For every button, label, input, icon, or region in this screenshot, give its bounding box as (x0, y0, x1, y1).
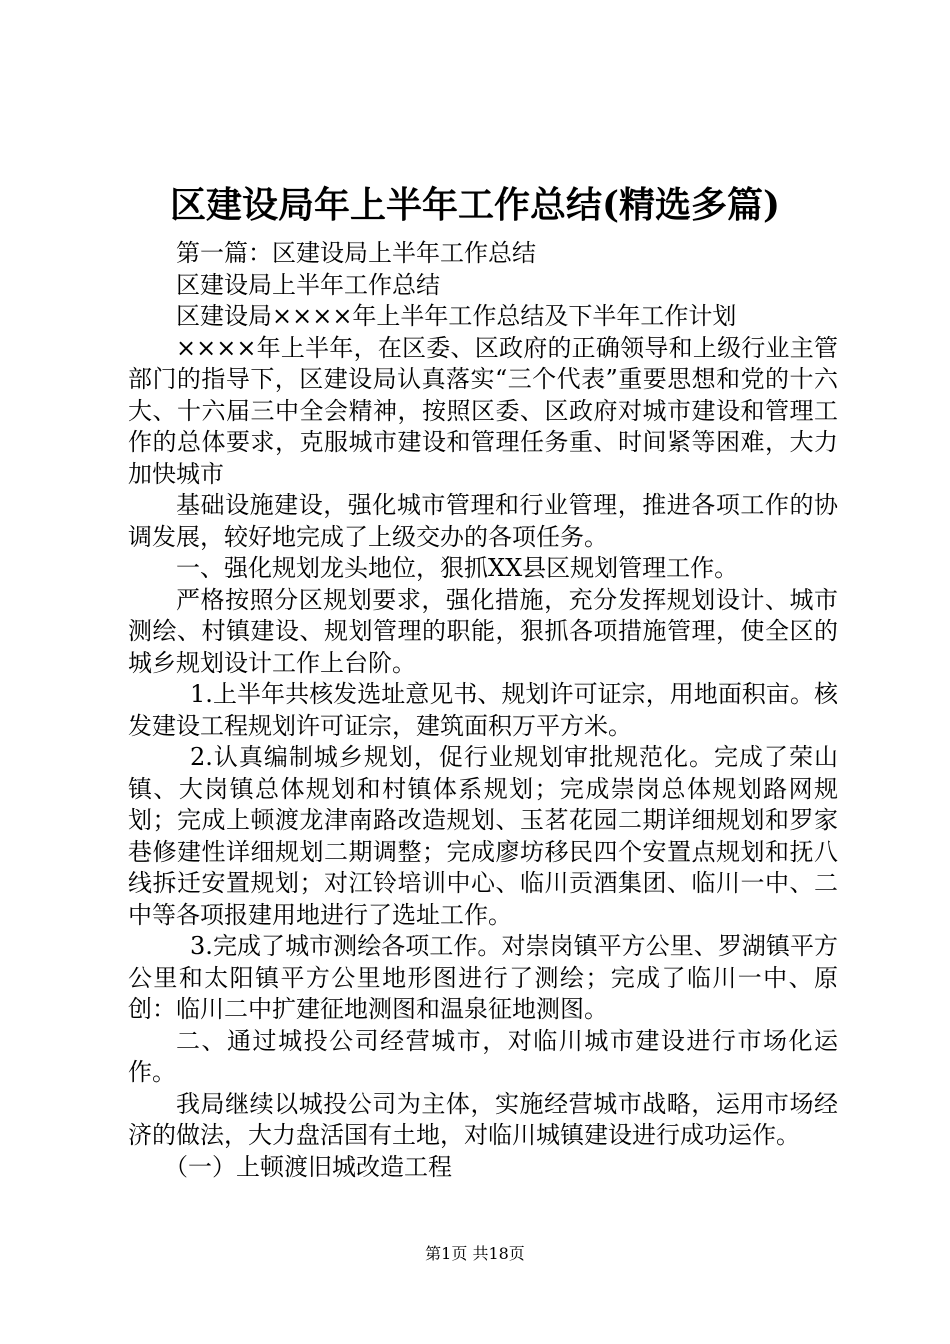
page-footer: 第1页 共18页 (425, 1244, 525, 1263)
paragraph-intro-continued: 基础设施建设，强化城市管理和行业管理，推进各项工作的协调发展，较好地完成了上级交办的各项任务。 (128, 491, 838, 551)
paragraph-intro: ××××年上半年，在区委、区政府的正确领导和上级行业主管部门的指导下，区建设局认真落实“三个代表”重要思想和党的十六大、十六届三中全会精神，按照区委、区政府对城市建设和管理工作的总体要求，克服城市建设和管理任务重、时间紧等困难，大力加快城市 (128, 333, 838, 488)
paragraph-section-2: 我局继续以城投公司为主体，实施经营城市战略，运用市场经济的做法，大力盘活国有土地，对临川城镇建设进行成功运作。 (128, 1089, 838, 1149)
paragraph-chapter-heading: 第一篇：区建设局上半年工作总结 (176, 239, 536, 267)
section-heading-2: 二、通过城投公司经营城市，对临川城市建设进行市场化运作。 (128, 1026, 838, 1086)
subsection-heading-1: （一）上顿渡旧城改造工程 (164, 1152, 452, 1181)
document-title: 区建设局年上半年工作总结(精选多篇) (169, 184, 781, 226)
list-item-2: 2.认真编制城乡规划，促行业规划审批规范化。完成了荣山镇、大岗镇总体规划和村镇体系规划；完成崇岗总体规划路网规划；完成上顿渡龙津南路改造规划、玉茗花园二期详细规划和罗家巷修建性详细规划二期调整；完成廖坊移民四个安置点规划和抚八线拆迁安置规划；对江铃培训中心、临川贡酒集团、临川一中、二中等各项报建用地进行了选址工作。 (128, 743, 838, 929)
paragraph-section-1: 严格按照分区规划要求，强化措施，充分发挥规划设计、城市测绘、村镇建设、规划管理的职能，狠抓各项措施管理，使全区的城乡规划设计工作上台阶。 (128, 585, 838, 677)
list-item-1: 1.上半年共核发选址意见书、规划许可证宗，用地面积亩。核发建设工程规划许可证宗，建筑面积万平方米。 (128, 680, 838, 740)
list-item-3: 3.完成了城市测绘各项工作。对崇岗镇平方公里、罗湖镇平方公里和太阳镇平方公里地形图进行了测绘；完成了临川一中、原创：临川二中扩建征地测图和温泉征地测图。 (128, 932, 838, 1023)
section-heading-1: 一、强化规划龙头地位，狠抓XX县区规划管理工作。 (176, 554, 739, 582)
document-body (128, 238, 838, 1183)
paragraph-report-title: 区建设局××××年上半年工作总结及下半年工作计划 (176, 302, 737, 330)
paragraph-subtitle: 区建设局上半年工作总结 (176, 270, 440, 299)
